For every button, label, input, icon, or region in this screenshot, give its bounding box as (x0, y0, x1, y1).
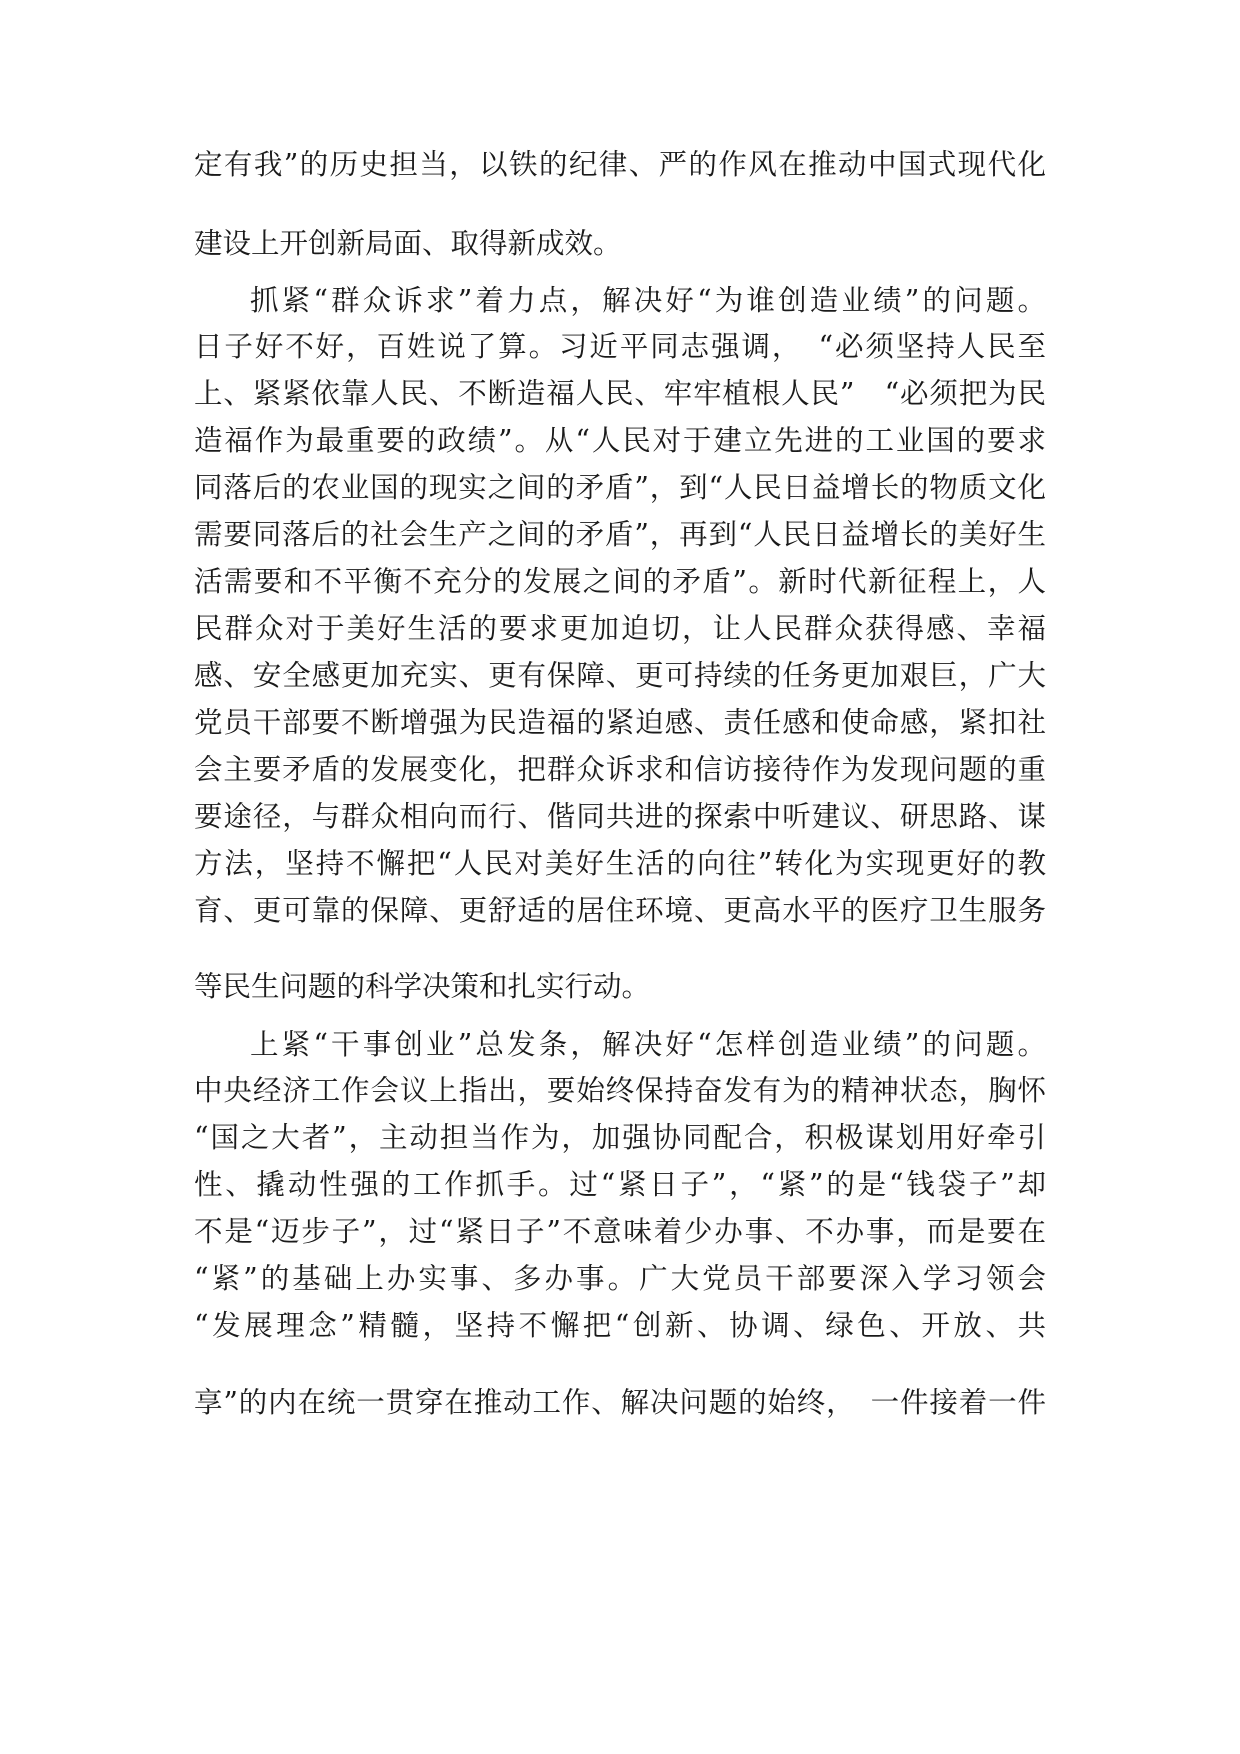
paragraph-1-heading-line: 抓紧“群众诉求”着力点，解决好“为谁创造业绩”的问题。 (250, 284, 1046, 317)
text-line-21: 性、撬动性强的工作抓手。过“紧日子”，“紧”的是“钱袋子”却 (194, 1168, 1046, 1201)
text-line-24: “发展理念”精髓，坚持不懈把“创新、协调、绿色、开放、共 (194, 1309, 1046, 1342)
text-line-5: 上、紧紧依靠人民、不断造福人民、牢牢植根人民” “必须把为民 (194, 377, 1046, 410)
text-line-23: “紧”的基础上办实事、多办事。广大党员干部要深入学习领会 (194, 1262, 1046, 1295)
text-line-19: 中央经济工作会议上指出，要始终保持奋发有为的精神状态，胸怀 (194, 1074, 1046, 1107)
text-line-2: 建设上开创新局面、取得新成效。 (194, 227, 622, 260)
text-line-13: 会主要矛盾的发展变化，把群众诉求和信访接待作为发现问题的重 (194, 753, 1046, 786)
text-line-6: 造福作为最重要的政绩”。从“人民对于建立先进的工业国的要求 (194, 424, 1046, 457)
text-line-8: 需要同落后的社会生产之间的矛盾”，再到“人民日益增长的美好生 (194, 518, 1046, 551)
text-line-11: 感、安全感更加充实、更有保障、更可持续的任务更加艰巨，广大 (194, 659, 1046, 692)
text-line-25: 享”的内在统一贯穿在推动工作、解决问题的始终， 一件接着一件 (194, 1386, 1046, 1419)
text-line-4: 日子好不好，百姓说了算。习近平同志强调， “必须坚持人民至 (194, 330, 1046, 363)
text-line-17: 等民生问题的科学决策和扎实行动。 (194, 970, 651, 1003)
text-line-1: 定有我”的历史担当，以铁的纪律、严的作风在推动中国式现代化 (194, 148, 1046, 181)
text-line-14: 要途径，与群众相向而行、偕同共进的探索中听建议、研思路、谋 (194, 800, 1046, 833)
text-line-10: 民群众对于美好生活的要求更加迫切，让人民群众获得感、幸福 (194, 612, 1046, 645)
text-line-9: 活需要和不平衡不充分的发展之间的矛盾”。新时代新征程上，人 (194, 565, 1046, 598)
text-line-22: 不是“迈步子”，过“紧日子”不意味着少办事、不办事，而是要在 (194, 1215, 1046, 1248)
text-line-15: 方法，坚持不懈把“人民对美好生活的向往”转化为实现更好的教 (194, 847, 1046, 880)
text-line-16: 育、更可靠的保障、更舒适的居住环境、更高水平的医疗卫生服务 (194, 894, 1046, 927)
text-line-20: “国之大者”，主动担当作为，加强协同配合，积极谋划用好牵引 (194, 1121, 1046, 1154)
paragraph-2-heading-line: 上紧“干事创业”总发条，解决好“怎样创造业绩”的问题。 (250, 1028, 1046, 1061)
text-line-12: 党员干部要不断增强为民造福的紧迫感、责任感和使命感，紧扣社 (194, 706, 1046, 739)
text-line-7: 同落后的农业国的现实之间的矛盾”，到“人民日益增长的物质文化 (194, 471, 1046, 504)
